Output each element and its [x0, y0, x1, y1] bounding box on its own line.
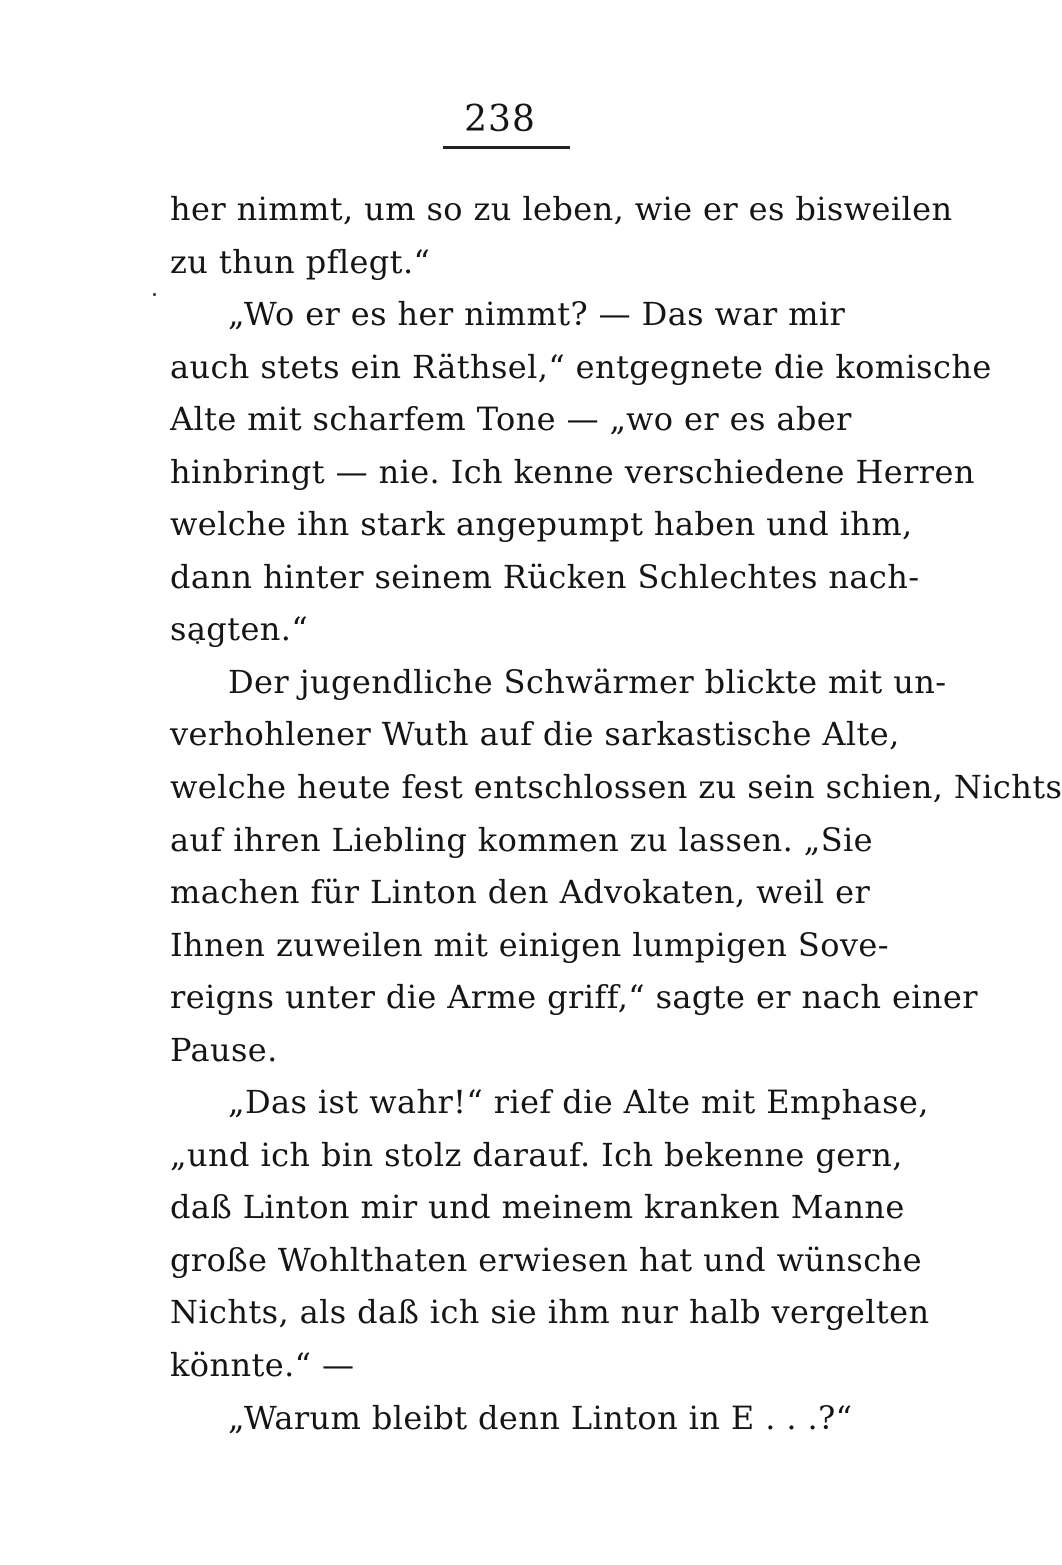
text-line: Ihnen zuweilen mit einigen lumpigen Sove- [170, 925, 889, 964]
text-line: Alte mit scharfem Tone — „wo er es aber [170, 400, 852, 439]
text-line: her nimmt, um so zu leben, wie er es bisweilen [170, 190, 953, 228]
text-line: hinbringt — nie. Ich kenne verschiedene Herren [170, 452, 975, 491]
text-line: verhohlener Wuth auf die sarkastische Alte, [170, 715, 900, 754]
text-line: sagten.“ [170, 610, 309, 649]
paragraph-start-line: „Das ist wahr!“ rief die Alte mit Emphase, [228, 1083, 929, 1122]
text-line: dann hinter seinem Rücken Schlechtes nach- [170, 557, 920, 596]
paragraph-start-line: Der jugendliche Schwärmer blickte mit un- [228, 662, 947, 701]
text-line: „und ich bin stolz darauf. Ich bekenne gern, [170, 1135, 903, 1174]
text-line: Nichts, als daß ich sie ihm nur halb vergelten [170, 1293, 930, 1332]
text-line: welche ihn stark angepumpt haben und ihm, [170, 505, 913, 544]
text-line: zu thun pflegt.“ [170, 242, 431, 281]
paragraph-start-line: „Wo er es her nimmt? — Das war mir [228, 295, 846, 334]
page-number: 238 [464, 99, 536, 140]
paragraph-start-line: „Warum bleibt denn Linton in E . . .?“ [228, 1398, 853, 1437]
body-text [170, 183, 1062, 1444]
text-line: Pause. [170, 1030, 278, 1069]
text-line: auch stets ein Räthsel,“ entgegnete die komische [170, 347, 992, 386]
page-number-rule [443, 146, 570, 149]
text-line: daß Linton mir und meinem kranken Manne [170, 1188, 905, 1227]
text-line: welche heute fest entschlossen zu sein schien, Nichts [170, 768, 1062, 807]
print-speck [153, 293, 156, 296]
text-line: könnte.“ — [170, 1346, 355, 1385]
text-line: machen für Linton den Advokaten, weil er [170, 873, 871, 912]
text-line: große Wohlthaten erwiesen hat und wünsche [170, 1240, 922, 1279]
text-line: reigns unter die Arme griff,“ sagte er nach einer [170, 978, 978, 1017]
text-line: auf ihren Liebling kommen zu lassen. „Sie [170, 820, 874, 859]
